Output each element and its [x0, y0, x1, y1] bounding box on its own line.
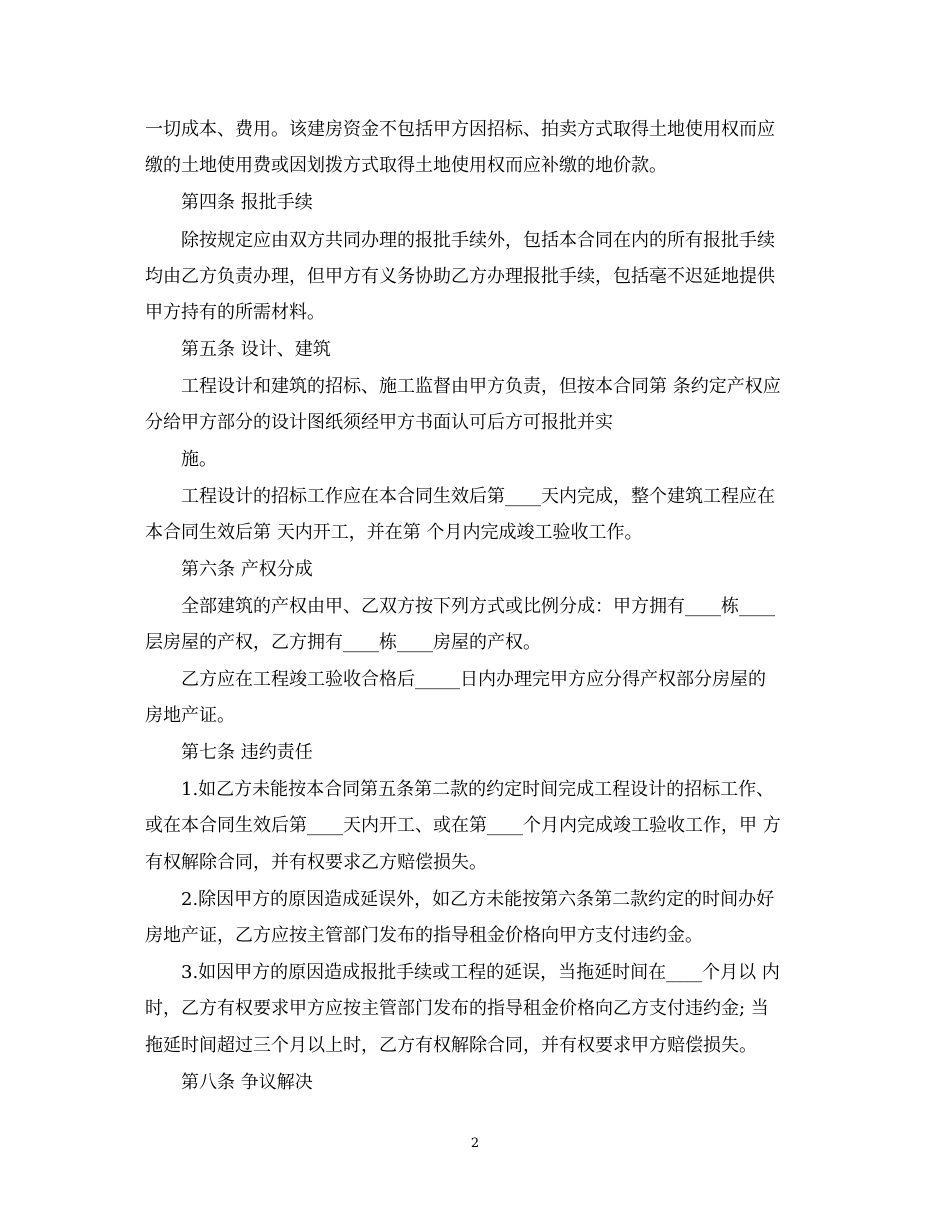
section-heading: 第六条 产权分成	[181, 559, 313, 580]
body-line: 或在本合同生效后第____天内开工、或在第____个月内完成竣工验收工作，甲 方	[145, 815, 781, 836]
body-line: 缴的土地使用费或因划拨方式取得土地使用权而应补缴的地价款。	[145, 155, 667, 176]
body-line: 分给甲方部分的设计图纸须经甲方书面认可后方可报批并实	[145, 412, 613, 433]
body-line: 均由乙方负责办理，但甲方有义务协助乙方办理报批手续，包括毫不迟延地提供	[145, 266, 775, 287]
page-number: 2	[470, 1136, 480, 1151]
body-line: 工程设计和建筑的招标、施工监督由甲方负责，但按本合同第 条约定产权应	[181, 376, 781, 397]
body-line: 层房屋的产权，乙方拥有____栋____房屋的产权。	[145, 632, 541, 653]
section-heading: 第四条 报批手续	[181, 192, 313, 213]
section-heading: 第七条 违约责任	[181, 742, 313, 763]
body-line: 一切成本、费用。该建房资金不包括甲方因招标、拍卖方式取得土地使用权而应	[145, 119, 775, 140]
body-line: 全部建筑的产权由甲、乙双方按下列方式或比例分成：甲方拥有____栋____	[181, 596, 775, 617]
body-line: 2.除因甲方的原因造成延误外，如乙方未能按第六条第二款约定的时间办好	[181, 889, 775, 910]
body-line: 甲方持有的所需材料。	[145, 302, 325, 323]
section-heading: 第五条 设计、建筑	[181, 339, 331, 360]
body-line: 房地产证，乙方应按主管部门发布的指导租金价格向甲方支付违约金。	[145, 925, 703, 946]
body-line: 时，乙方有权要求甲方应按主管部门发布的指导租金价格向乙方支付违约金; 当	[145, 998, 769, 1019]
body-line: 本合同生效后第 天内开工，并在第 个月内完成竣工验收工作。	[145, 522, 643, 543]
body-line: 3.如因甲方的原因造成报批手续或工程的延误，当拖延时间在____个月以 内	[181, 962, 780, 983]
body-line: 拖延时间超过三个月以上时，乙方有权解除合同，并有权要求甲方赔偿损失。	[145, 1035, 757, 1056]
body-line: 房地产证。	[145, 705, 235, 726]
body-line: 有权解除合同，并有权要求乙方赔偿损失。	[145, 852, 487, 873]
body-line: 除按规定应由双方共同办理的报批手续外，包括本合同在内的所有报批手续	[181, 230, 775, 251]
body-line: 施。	[181, 449, 217, 470]
section-heading: 第八条 争议解决	[181, 1072, 313, 1093]
body-line: 乙方应在工程竣工验收合格后_____日内办理完甲方应分得产权部分房屋的	[181, 669, 766, 690]
body-line: 1.如乙方未能按本合同第五条第二款的约定时间完成工程设计的招标工作、	[181, 779, 775, 800]
body-line: 工程设计的招标工作应在本合同生效后第____天内完成，整个建筑工程应在	[181, 486, 775, 507]
